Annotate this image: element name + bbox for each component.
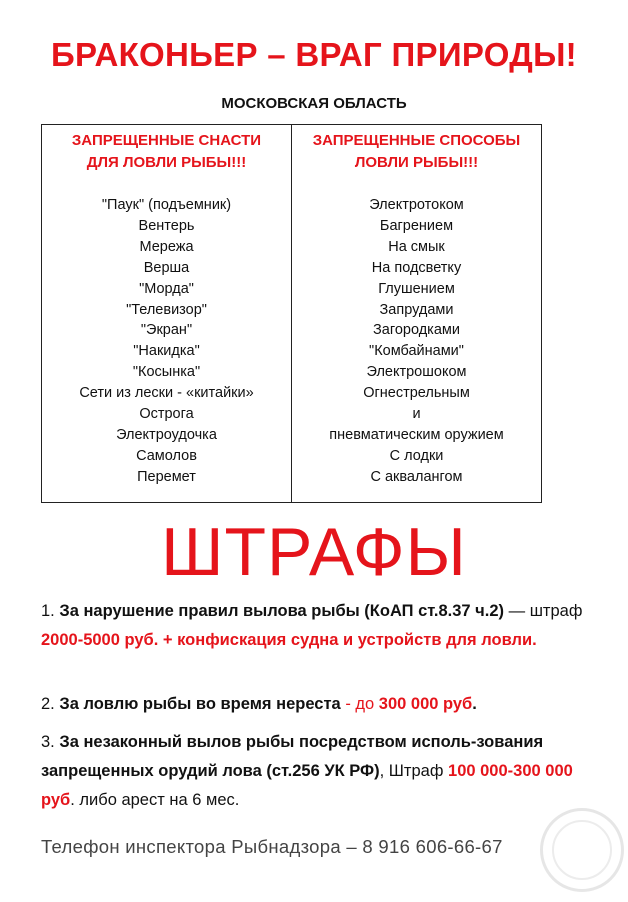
- method-item: Электротоком: [369, 197, 464, 213]
- gear-item: Острога: [139, 406, 194, 423]
- fine-connector: , Штраф: [379, 762, 449, 780]
- watermark-stamp: [540, 808, 624, 892]
- gear-item: "Косынка": [132, 364, 201, 381]
- gear-item: Мережа: [139, 238, 194, 255]
- fine-amount: 2000-5000 руб. + конфискация судна и устройств для ловли.: [41, 631, 537, 649]
- gear-item: "Экран": [140, 322, 193, 339]
- fine-number: 2.: [41, 695, 60, 713]
- method-item: Огнестрельным: [363, 385, 470, 402]
- method-item: На подсветку: [371, 259, 462, 276]
- fine-connector: — штраф: [504, 602, 583, 620]
- fine-description: За незаконный вылов рыбы посредством исполь-зования запрещенных орудий лова (ст.256 УК РФ): [41, 733, 544, 780]
- header-line: ЗАПРЕЩЕННЫЕ СНАСТИ: [71, 132, 262, 149]
- region-label: МОСКОВСКАЯ ОБЛАСТЬ: [221, 95, 407, 112]
- prohibited-methods-header: [292, 130, 541, 174]
- fine-prefix: до: [355, 695, 379, 713]
- fine-item-2: [41, 690, 591, 719]
- gear-item: "Накидка": [133, 343, 200, 360]
- fine-end: . либо арест на 6 мес.: [70, 791, 240, 809]
- fine-number: 3.: [41, 733, 60, 751]
- prohibitions-table: [41, 124, 542, 503]
- gear-item: Вентерь: [138, 217, 195, 234]
- gear-item: Сети из лески - «китайки»: [79, 385, 254, 402]
- fine-dash: -: [340, 695, 356, 713]
- prohibited-gear-column: [42, 125, 291, 502]
- method-item: Багрением: [379, 217, 454, 234]
- fines-heading: ШТРАФЫ: [161, 514, 467, 590]
- inspector-phone: Телефон инспектора Рыбнадзора – 8 916 606-66-67: [41, 836, 503, 857]
- prohibited-methods-column: [291, 125, 541, 502]
- gear-item: Самолов: [136, 447, 197, 464]
- gear-item: Перемет: [137, 468, 196, 485]
- gear-item: "Телевизор": [126, 301, 207, 318]
- fine-amount: 300 000 руб: [378, 695, 473, 713]
- fine-item-1: [41, 597, 591, 655]
- method-item: пневматическим оружием: [329, 426, 504, 443]
- fine-end: .: [472, 695, 477, 713]
- fine-description: За ловлю рыбы во время нереста: [59, 695, 341, 713]
- fine-amount: 100 000-300 000 руб: [41, 762, 573, 809]
- method-item: С аквалангом: [370, 468, 463, 485]
- method-item: На смык: [388, 238, 445, 255]
- fine-item-3: [41, 728, 591, 815]
- method-item: "Комбайнами": [369, 343, 464, 360]
- method-item: и: [412, 406, 421, 423]
- gear-item: "Морда": [139, 280, 194, 297]
- method-item: Загородками: [373, 322, 460, 339]
- header-line: ЛОВЛИ РЫБЫ!!!: [354, 154, 479, 171]
- prohibited-methods-list: [292, 195, 541, 488]
- method-item: Запрудами: [379, 301, 454, 318]
- gear-item: Электроудочка: [116, 426, 217, 443]
- header-line: ДЛЯ ЛОВЛИ РЫБЫ!!!: [86, 154, 247, 171]
- method-item: С лодки: [389, 447, 444, 464]
- fine-number: 1.: [41, 602, 60, 620]
- fine-description: За нарушение правил вылова рыбы (КоАП ст.8.37 ч.2): [59, 602, 505, 620]
- page-title: БРАКОНЬЕР – ВРАГ ПРИРОДЫ!: [51, 36, 577, 73]
- gear-item: "Паук" (подъемник): [101, 197, 232, 213]
- header-line: ЗАПРЕЩЕННЫЕ СПОСОБЫ: [312, 132, 521, 149]
- prohibited-gear-header: [42, 130, 291, 174]
- gear-item: Верша: [143, 259, 190, 276]
- method-item: Глушением: [378, 280, 455, 297]
- method-item: Электрошоком: [366, 364, 467, 381]
- prohibited-gear-list: [42, 195, 291, 488]
